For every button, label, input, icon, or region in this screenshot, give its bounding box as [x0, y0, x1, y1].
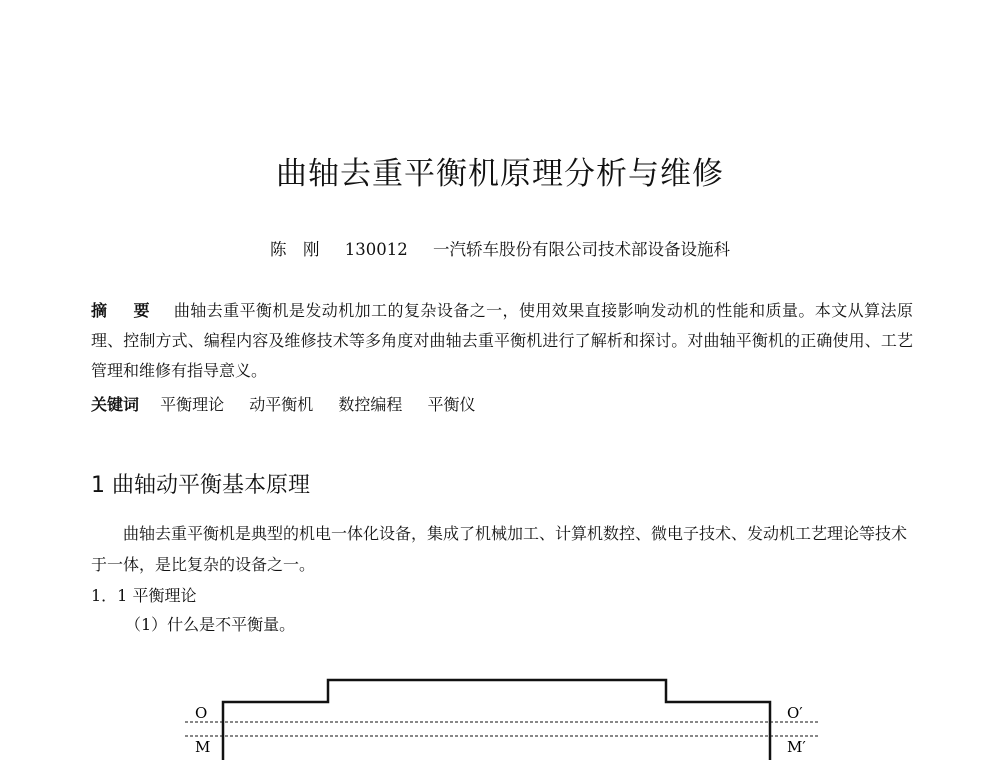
- author-affiliation: 一汽轿车股份有限公司技术部设备设施科: [433, 240, 730, 259]
- keyword-item: 平衡理论: [160, 395, 225, 414]
- keyword-item: 动平衡机: [249, 395, 314, 414]
- shaft-outline: [223, 680, 770, 760]
- label-m: M: [195, 738, 211, 756]
- abstract-text: 曲轴去重平衡机是发动机加工的复杂设备之一，使用效果直接影响发动机的性能和质量。本文从算法原理、控制方式、编程内容及维修技术等多角度对曲轴去重平衡机进行了解析和探讨。对曲轴平衡机的正确使用、工艺管理和维修有指导意义。: [91, 301, 913, 380]
- label-m-prime: M′: [787, 738, 806, 756]
- paper-title: 曲轴去重平衡机原理分析与维修: [276, 156, 724, 192]
- author-name: 陈 刚: [270, 240, 320, 259]
- label-o: O: [195, 704, 208, 722]
- section-paragraph: 曲轴去重平衡机是典型的机电一体化设备，集成了机械加工、计算机数控、微电子技术、发动机工艺理论等技术于一体，是比复杂的设备之一。: [91, 524, 908, 574]
- list-item: （1）什么是不平衡量。: [125, 615, 296, 634]
- abstract-label: 摘 要: [91, 301, 160, 320]
- keyword-item: 数控编程: [338, 395, 403, 414]
- author-postcode: 130012: [344, 240, 408, 259]
- label-o-prime: O′: [787, 704, 803, 722]
- keywords-label: 关键词: [91, 395, 140, 414]
- keyword-item: 平衡仪: [427, 395, 476, 414]
- subsection-heading: 1．1 平衡理论: [91, 586, 197, 605]
- section-heading: 1 曲轴动平衡基本原理: [91, 473, 310, 498]
